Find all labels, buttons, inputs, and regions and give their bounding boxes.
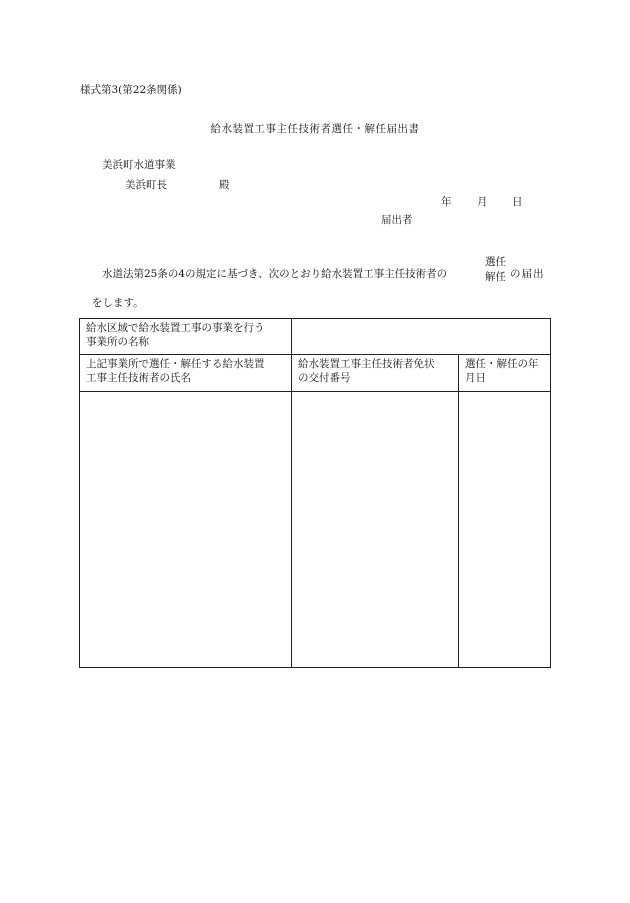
appoint-dismiss-choice [485, 255, 506, 285]
option-dismiss: 解任 [485, 271, 506, 283]
license-number-cell[interactable] [292, 392, 459, 668]
option-appoint: 選任 [485, 256, 506, 268]
office-row [80, 319, 551, 355]
header-license-number: 給水装置工事主任技術者免状 の交付番号 [292, 355, 459, 392]
addressee-mayor: 美浜町長 [125, 179, 167, 191]
statement-tail: の届出 [510, 268, 545, 280]
date-month-label: 月 [477, 196, 488, 208]
notification-table [79, 318, 551, 668]
office-name-field[interactable] [292, 319, 551, 355]
header-technician-name: 上記事業所で選任・解任する給水装置 工事主任技術者の氏名 [80, 355, 292, 392]
technician-name-cell[interactable] [80, 392, 292, 668]
table-row [80, 392, 551, 668]
statement-continuation: をします。 [92, 297, 144, 309]
notifier-label: 届出者 [381, 214, 413, 226]
office-name-label: 給水区域で給水装置工事の事業を行う 事業所の名称 [80, 319, 292, 355]
date-day-label: 日 [512, 196, 523, 208]
date-year-label: 年 [441, 196, 452, 208]
statement-lead: 水道法第25条の4の規定に基づき、次のとおり給水装置工事主任技術者の [102, 268, 448, 280]
date-cell[interactable] [459, 392, 551, 668]
addressee-organization: 美浜町水道事業 [102, 159, 176, 171]
addressee-honorific: 殿 [219, 179, 230, 191]
document-title: 給水装置工事主任技術者選任・解任届出書 [210, 123, 420, 135]
form-number: 様式第3(第22条関係) [80, 84, 182, 96]
header-row [80, 355, 551, 392]
header-date: 選任・解任の年 月日 [459, 355, 551, 392]
